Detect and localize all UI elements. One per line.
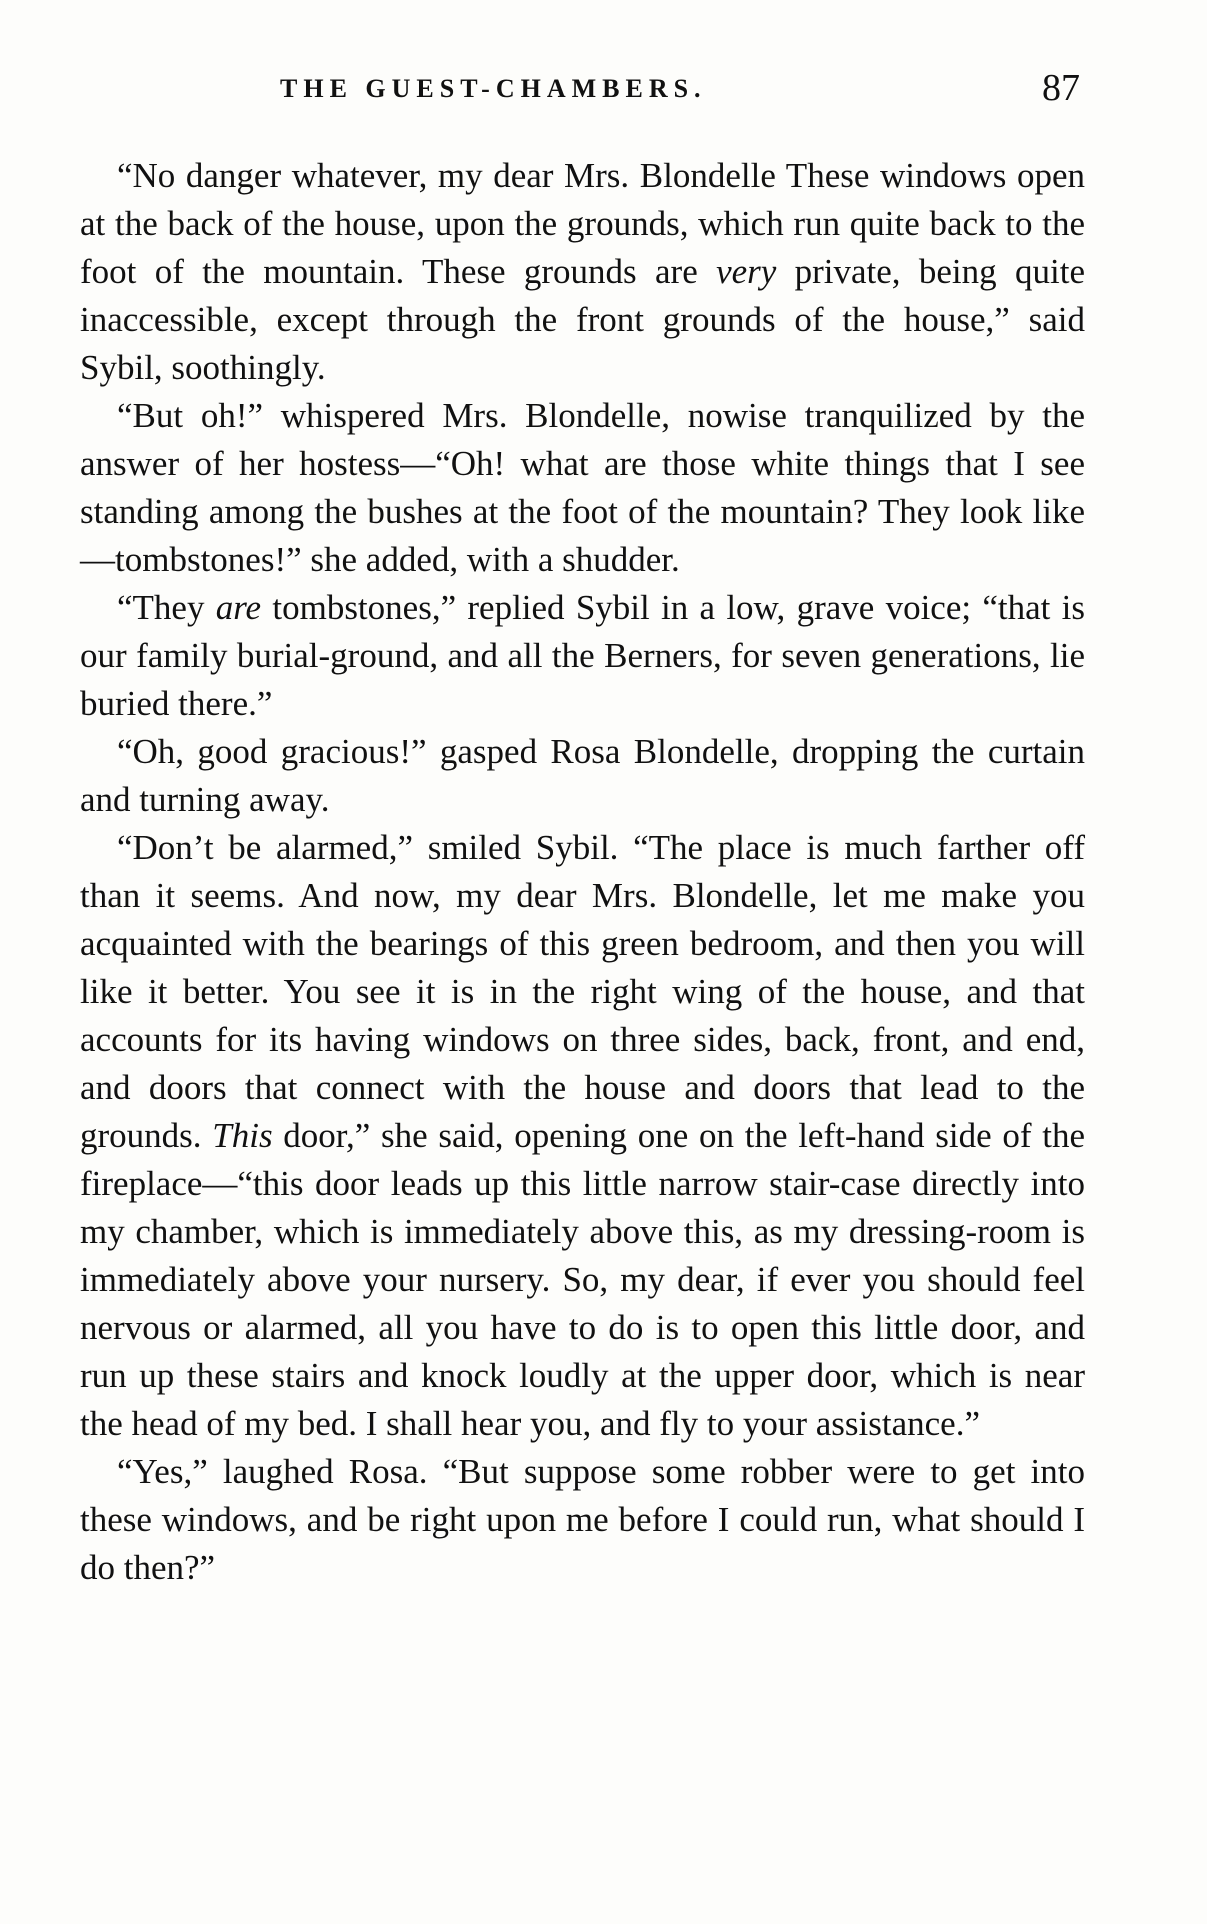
paragraph (80, 824, 1085, 1448)
paragraph (80, 728, 1085, 824)
italic-text: very (716, 252, 777, 291)
text-segment: “Don’t be alarmed,” smiled Sybil. “The place is much farther off than it seems. And now, my dear Mrs. Blondelle, let me make you acquainted with the bearings of this green bedroom, and then you will like it better. You see it is in the right wing of the house, and that accounts for its having windows on three sides, back, front, and end, and doors that connect with the house and doors that lead to the grounds. (80, 828, 1085, 1155)
text-segment: tombstones,” replied Sybil in a low, grave voice; “that is our family burial-ground, and all the Berners, for seven generations, lie buried there.” (80, 588, 1085, 723)
italic-text: are (215, 588, 262, 627)
page-number: 87 (1042, 67, 1080, 109)
paragraph (80, 152, 1085, 392)
text-segment: “Yes,” laughed Rosa. “But suppose some robber were to get into these windows, and be right upon me before I could run, what should I do then?” (80, 1452, 1085, 1587)
text-segment: “Oh, good gracious!” gasped Rosa Blondelle, dropping the curtain and turning away. (80, 732, 1085, 819)
paragraph (80, 1448, 1085, 1592)
text-segment: “No danger whatever, my dear Mrs. Blondelle These windows open at the back of the house, upon the grounds, which run quite back to the foot of the mountain. These grounds are (80, 156, 1085, 291)
italic-text: This (212, 1116, 273, 1155)
running-title: THE GUEST-CHAMBERS. (280, 74, 707, 103)
text-segment: private, being quite inaccessible, except through the front grounds of the house,” said Sybil, soothingly. (80, 252, 1085, 387)
text-segment: door,” she said, opening one on the left-hand side of the fireplace—“this door leads up this little narrow stair-case directly into my chamber, which is immediately above this, as my dressing-room is immediately above your nursery. So, my dear, if ever you should feel nervous or alarmed, all you have to do is to open this little door, and run up these stairs and knock loudly at the upper door, which is near the head of my bed. I shall hear you, and fly to your assistance.” (80, 1116, 1085, 1443)
body-text (80, 152, 1085, 1592)
text-segment: “But oh!” whispered Mrs. Blondelle, nowise tranquilized by the answer of her hostess—“Oh! what are those white things that I see standing among the bushes at the foot of the mountain? They look like—tombstones!” she added, with a shudder. (80, 396, 1085, 579)
text-segment: “They (117, 588, 216, 627)
running-head (80, 66, 1080, 116)
paragraph (80, 584, 1085, 728)
paragraph (80, 392, 1085, 584)
